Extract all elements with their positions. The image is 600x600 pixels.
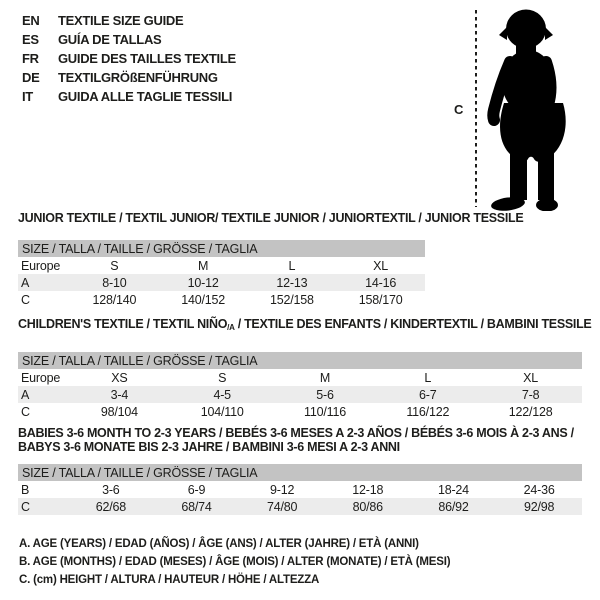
row-label: C <box>21 499 30 514</box>
cell: 10-12 <box>187 275 219 290</box>
footnote-c: C. (cm) HEIGHT / ALTURA / HAUTEUR / HÖHE / ALTEZZA <box>19 574 320 586</box>
cell: 3-4 <box>110 387 129 402</box>
footnote-b: B. AGE (MONTHS) / EDAD (MESES) / ÂGE (MOIS) / ALTER (MONATE) / ETÀ (MESI) <box>19 556 451 568</box>
cell: 14-16 <box>365 275 397 290</box>
cell: M <box>319 370 331 385</box>
cell: 4-5 <box>213 387 231 402</box>
table-row <box>18 369 582 386</box>
lang-code: ES <box>22 32 39 47</box>
row-label: Europe <box>21 258 61 273</box>
table-row <box>18 257 425 274</box>
lang-code: FR <box>22 51 39 66</box>
cell: 104/110 <box>200 404 244 419</box>
cell: L <box>424 370 432 385</box>
lang-label: TEXTILGRÖßENFÜHRUNG <box>58 70 218 85</box>
row-label: Europe <box>21 370 61 385</box>
lang-row-fr <box>22 49 236 68</box>
lang-label: GUÍA DE TALLAS <box>58 32 162 47</box>
table-row <box>18 386 582 403</box>
title-text: CHILDREN'S TEXTILE / TEXTIL NIÑO <box>18 317 228 331</box>
cell: 12-18 <box>352 482 384 497</box>
cell: 152/158 <box>269 292 314 307</box>
junior-table-title: JUNIOR TEXTILE / TEXTIL JUNIOR/ TEXTILE JUNIOR / JUNIORTEXTIL / JUNIOR TESSILE <box>18 211 524 225</box>
cell: 3-6 <box>102 482 120 497</box>
lang-code: IT <box>22 89 33 104</box>
row-label: C <box>21 404 30 419</box>
babies-table <box>18 481 582 515</box>
size-header-bar: SIZE / TALLA / TAILLE / GRÖSSE / TAGLIA <box>18 240 425 257</box>
cell: XS <box>111 370 128 385</box>
cell: 110/116 <box>304 404 346 419</box>
toddler-silhouette-icon <box>486 8 581 211</box>
cell: 128/140 <box>92 292 137 307</box>
cell: 116/122 <box>406 404 450 419</box>
table-row <box>18 274 425 291</box>
cell: 6-9 <box>187 482 206 497</box>
row-label: A <box>21 275 30 290</box>
size-header-bar: SIZE / TALLA / TAILLE / GRÖSSE / TAGLIA <box>18 352 582 369</box>
children-table <box>18 369 582 420</box>
babies-table-title-line1: BABIES 3-6 MONTH TO 2-3 YEARS / BEBÉS 3-6 MESES A 2-3 AÑOS / BÉBÉS 3-6 MOIS À 2-3 ANS / <box>18 426 574 440</box>
lang-row-it <box>22 87 236 106</box>
size-header-bar: SIZE / TALLA / TAILLE / GRÖSSE / TAGLIA <box>18 464 582 481</box>
lang-row-de <box>22 68 236 87</box>
lang-label: GUIDE DES TAILLES TEXTILE <box>58 51 236 66</box>
junior-table <box>18 257 425 308</box>
lang-row-es <box>22 30 236 49</box>
row-label: C <box>21 292 30 307</box>
cell: 68/74 <box>181 499 212 514</box>
cell: XL <box>523 370 539 385</box>
junior-size-table <box>18 211 524 308</box>
babies-table-title-line2: BABYS 3-6 MONATE BIS 2-3 JAHRE / BAMBINI 3-6 MESI A 2-3 ANNI <box>18 440 400 454</box>
cell: 62/68 <box>95 499 126 514</box>
row-label: B <box>21 482 30 497</box>
cell: 80/86 <box>352 499 383 514</box>
cell: S <box>110 258 119 273</box>
table-row <box>18 291 425 308</box>
cell: 86/92 <box>438 499 469 514</box>
cell: 18-24 <box>437 482 469 497</box>
children-size-table <box>18 317 592 420</box>
lang-label: TEXTILE SIZE GUIDE <box>58 13 184 28</box>
children-table-title <box>18 317 592 335</box>
footnote-a: A. AGE (YEARS) / EDAD (AÑOS) / ÂGE (ANS) / ALTER (JAHRE) / ETÀ (ANNI) <box>19 538 419 550</box>
title-text: / TEXTILE DES ENFANTS / KINDERTEXTIL / BAMBINI TESSILE <box>234 317 592 331</box>
title-subscript: /A <box>227 323 235 332</box>
cell: M <box>198 258 209 273</box>
cell: XL <box>373 258 389 273</box>
cell: 12-13 <box>276 275 308 290</box>
lang-label: GUIDA ALLE TAGLIE TESSILI <box>58 89 233 104</box>
cell: 158/170 <box>358 292 403 307</box>
cell: 24-36 <box>523 482 555 497</box>
cell: S <box>218 370 227 385</box>
table-row <box>18 481 582 498</box>
cell: 9-12 <box>270 482 295 497</box>
measure-label-c: C <box>454 102 464 117</box>
lang-code: EN <box>22 13 40 28</box>
row-label: A <box>21 387 30 402</box>
cell: 98/104 <box>100 404 138 419</box>
cell: 140/152 <box>181 292 226 307</box>
cell: 5-6 <box>316 387 334 402</box>
table-row <box>18 498 582 515</box>
lang-row-en <box>22 11 236 30</box>
height-measure-dashed-line <box>475 10 477 207</box>
cell: 92/98 <box>524 499 555 514</box>
cell: 7-8 <box>521 387 540 402</box>
cell: 74/80 <box>267 499 298 514</box>
cell: 6-7 <box>419 387 437 402</box>
babies-size-table <box>18 426 582 515</box>
table-row <box>18 403 582 420</box>
lang-code: DE <box>22 70 40 85</box>
footnotes <box>19 535 450 589</box>
cell: L <box>288 258 296 273</box>
cell: 122/128 <box>508 404 553 419</box>
language-legend <box>22 11 236 106</box>
cell: 8-10 <box>102 275 127 290</box>
